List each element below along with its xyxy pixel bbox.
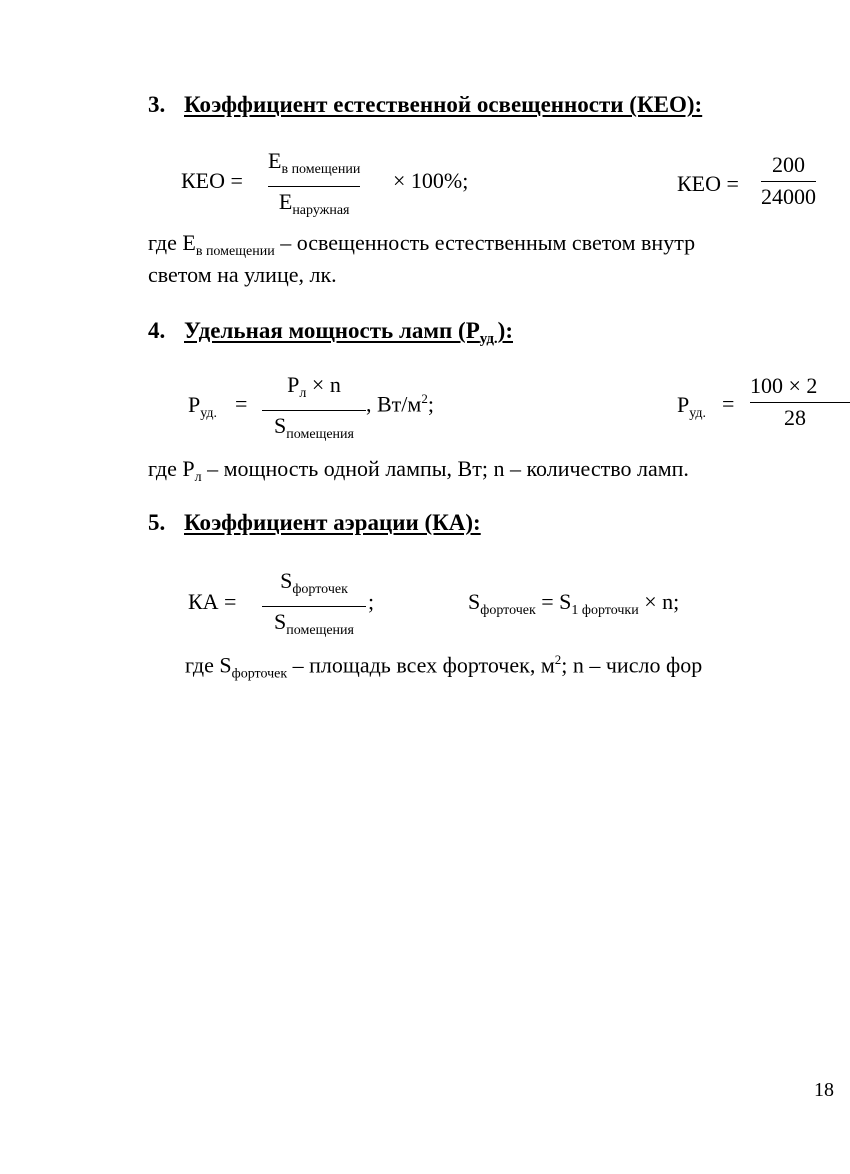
- aeration-numerator: $S_{форточек}$: [280, 568, 348, 597]
- keo-formula-tail: × 100%;: [393, 168, 469, 193]
- keo-denominator: $Е_{наружная}$: [278, 189, 350, 219]
- keo-example-denominator: 24000: [761, 184, 816, 210]
- section-5-heading: [148, 510, 481, 536]
- keo-numerator: $Е_{в помещении}$: [268, 148, 361, 177]
- keo-description-line-1: где $Е_{в помещении}$ – освещенность естественным светом внутр: [148, 230, 696, 259]
- aeration-description: где $S_{форточек}$ – площадь всех форточек, $м^2$; n – число фор: [185, 652, 703, 682]
- power-example-denominator: 28: [784, 405, 806, 431]
- keo-example-fraction: [761, 152, 816, 210]
- aeration-formula-semicolon: ;: [368, 589, 375, 614]
- keo-example-numerator: 200: [772, 152, 805, 177]
- vent-area-formula: $S_{форточек} = S_{1 форточки} \times n$;: [468, 589, 680, 618]
- section-5-title: Коэффициент аэрации (КА):: [184, 510, 481, 535]
- aeration-formula-lhs: КА =: [188, 589, 237, 614]
- power-formula-equals: =: [235, 391, 248, 416]
- section-3-number: 3.: [148, 92, 166, 117]
- keo-description-line-2: светом на улице, лк.: [148, 262, 337, 287]
- keo-example-lhs: КЕО =: [677, 171, 739, 196]
- power-fraction: [262, 372, 366, 448]
- power-example-lhs: $Р_{уд.}$: [677, 392, 706, 421]
- power-denominator: $S_{помещения}$: [274, 413, 354, 443]
- section-4-title: Удельная мощность ламп $(Р_{уд.})$:: [184, 318, 513, 347]
- section-5-number: 5.: [148, 510, 166, 535]
- section-3-heading: [148, 92, 702, 118]
- page-number: 18: [814, 1079, 834, 1101]
- power-example-fraction: [750, 373, 850, 431]
- power-description: где $Р_л$ – мощность одной лампы, Вт; n – количество ламп.: [148, 456, 689, 485]
- section-4-number: 4.: [148, 318, 166, 343]
- aeration-fraction: [262, 568, 366, 644]
- power-example-equals: =: [722, 391, 735, 416]
- section-4-heading: [148, 318, 513, 348]
- keo-formula-lhs: КЕО =: [181, 168, 243, 193]
- power-formula-units: , $Вт/м^2$;: [366, 391, 434, 417]
- keo-fraction: [268, 148, 360, 224]
- power-formula-lhs: $Р_{уд.}$: [188, 392, 217, 421]
- power-example-numerator: 100 × 2: [750, 373, 818, 398]
- section-3-title: Коэффициент естественной освещенности (КЕО):: [184, 92, 703, 117]
- power-numerator: $Р_л \times n$: [287, 372, 341, 401]
- aeration-denominator: $S_{помещения}$: [274, 609, 354, 639]
